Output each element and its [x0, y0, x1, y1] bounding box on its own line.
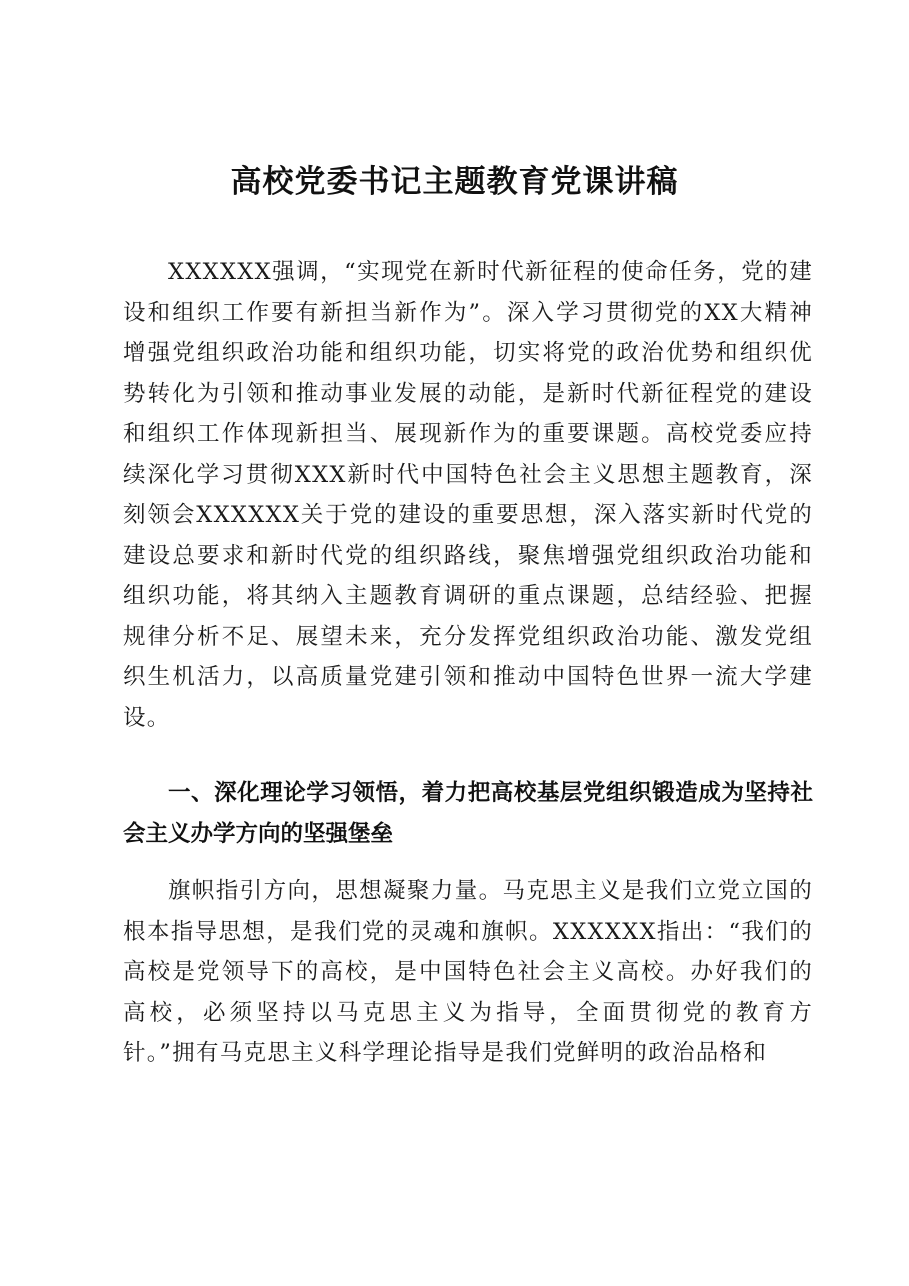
intro-paragraph: XXXXXX强调，“实现党在新时代新征程的使命任务，党的建设和组织工作要有新担当新作为”。深入学习贯彻党的XX大精神增强党组织政治功能和组织功能，切实将党的政治优势和组织优势转化为引领和推动事业发展的动能，是新时代新征程党的建设和组织工作体现新担当、展现新作为的重要课题。高校党委应持续深化学习贯彻XXX新时代中国特色社会主义思想主题教育，深刻领会XXXXXX关于党的建设的重要思想，深入落实新时代党的建设总要求和新时代党的组织路线，聚焦增强党组织政治功能和组织功能，将其纳入主题教育调研的重点课题，总结经验、把握规律分析不足、展望未来，充分发挥党组织政治功能、激发党组织生机活力，以高质量党建引领和推动中国特色世界一流大学建设。 [123, 259, 813, 731]
document-title: 高校党委书记主题教育党课讲稿 [230, 164, 679, 200]
section-1-paragraph: 旗帜指引方向，思想凝聚力量。马克思主义是我们立党立国的根本指导思想，是我们党的灵魂和旗帜。XXXXXX指出：“我们的高校是党领导下的高校，是中国特色社会主义高校。办好我们的高校，必须坚持以马克思主义为指导，全面贯彻党的教育方针。”拥有马克思主义科学理论指导是我们党鲜明的政治品格和 [123, 878, 813, 1066]
section-heading-1: 一、深化理论学习领悟，着力把高校基层党组织锻造成为坚持社会主义办学方向的坚强堡垒 [123, 780, 813, 847]
